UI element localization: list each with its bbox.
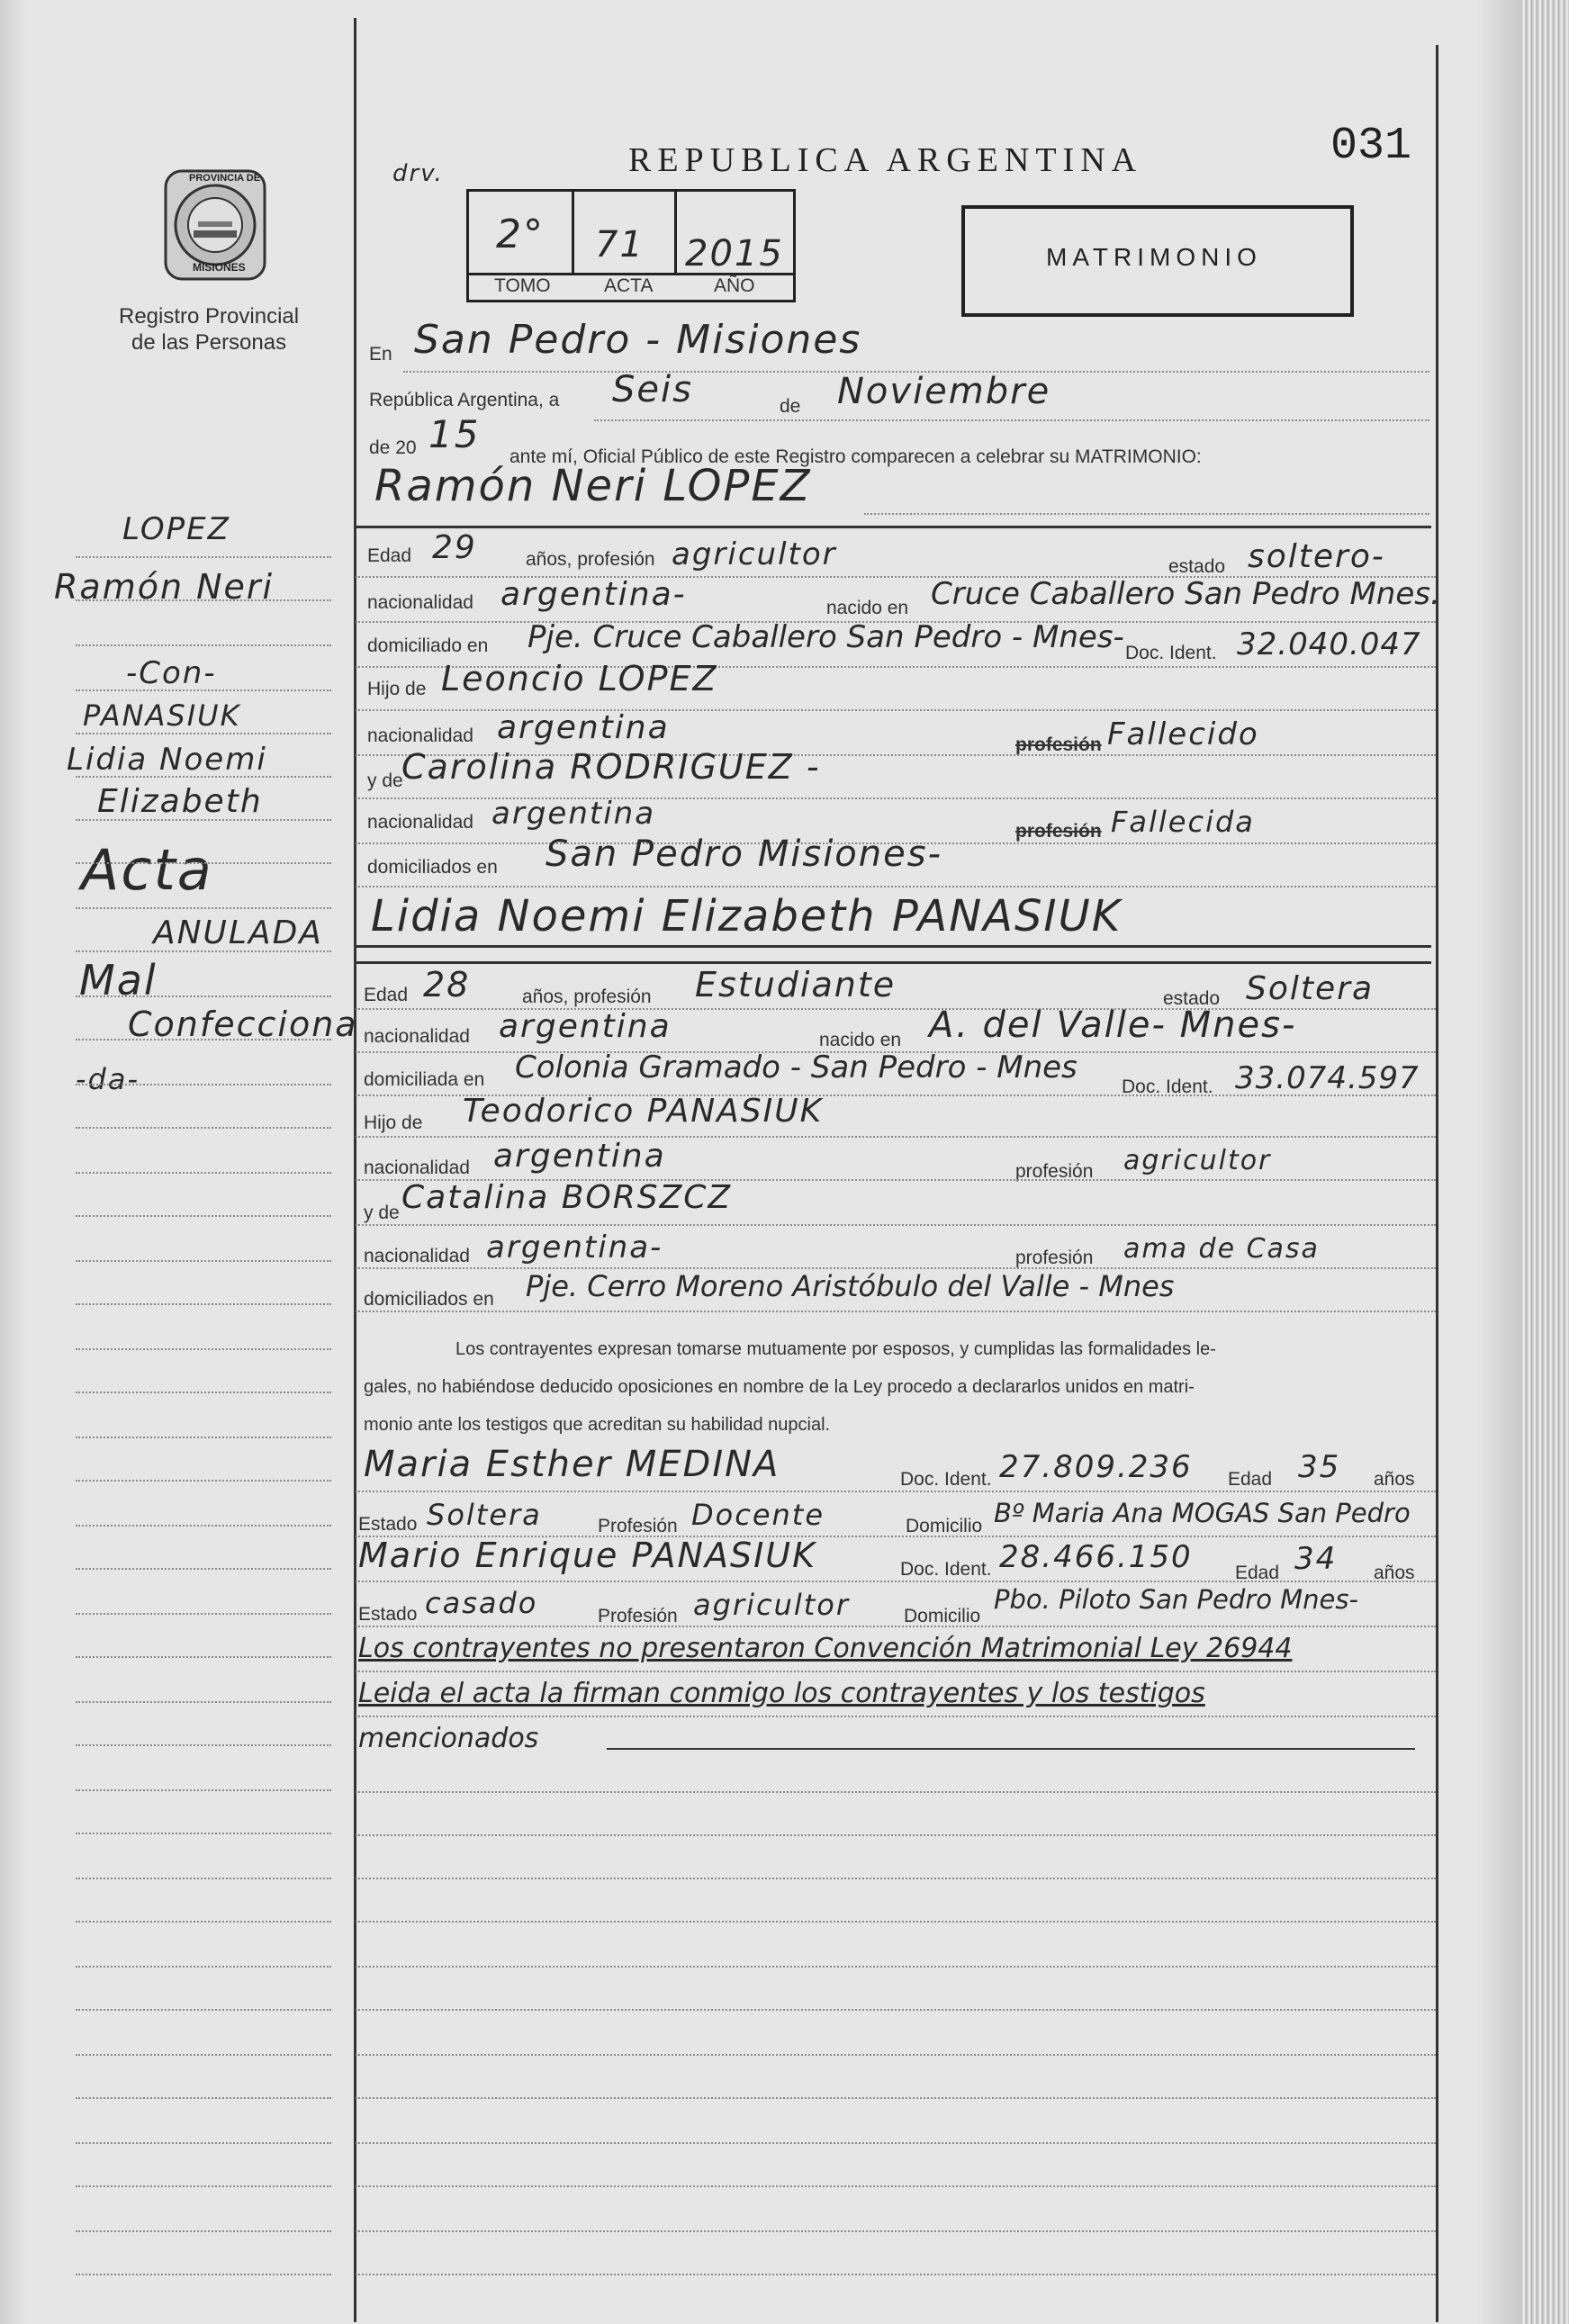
margin-line: -da- [76, 1062, 140, 1096]
bride-mother: Catalina BORSZCZ [401, 1179, 733, 1216]
witness1-estado-label: Estado [358, 1514, 418, 1535]
seal-bottom-text: MISIONES [193, 261, 246, 274]
province-seal [162, 167, 268, 283]
witness1-name: Maria Esther MEDINA [364, 1444, 780, 1485]
en-label: En [369, 344, 392, 365]
bride-mother-prof-label: profesión [1015, 1248, 1094, 1268]
margin-line: Confecciona [128, 1004, 358, 1044]
groom-nacido-label: nacido en [826, 598, 909, 618]
bride-father-nat-label: nacionalidad [364, 1157, 470, 1178]
bride-nacido-label: nacido en [819, 1030, 902, 1050]
groom-hijo-label: Hijo de [367, 679, 427, 699]
witness2-estado: casado [425, 1586, 538, 1620]
bride-parents-address: Pje. Cerro Moreno Aristóbulo del Valle - Mnes [526, 1269, 1175, 1303]
republica-label: República Argentina, a [369, 390, 560, 410]
note-line: mencionados [358, 1723, 539, 1754]
bride-father-prof: agricultor [1123, 1145, 1272, 1176]
tomo-acta-box [466, 189, 796, 302]
witness2-estado-label: Estado [358, 1604, 418, 1625]
declaration-line: monio ante los testigos que acreditan su habilidad nupcial. [364, 1415, 831, 1435]
tomo-label: TOMO [494, 275, 551, 296]
witness1-anios-label: años [1374, 1469, 1415, 1490]
groom-nac-label: nacionalidad [367, 592, 473, 613]
note-line: Leida el acta la firman conmigo los contrayentes y los testigos [358, 1678, 1205, 1709]
book-page-edges [1521, 0, 1569, 2324]
margin-line: ANULADA [153, 914, 323, 951]
right-rule [1436, 45, 1438, 2322]
bride-nationality: argentina [499, 1008, 672, 1045]
groom-doms-label: domiciliados en [367, 857, 498, 878]
acta-label: ACTA [604, 275, 654, 296]
groom-yde-label: y de [367, 770, 403, 791]
bride-dom-label: domiciliada en [364, 1069, 485, 1090]
bride-doc-label: Doc. Ident. [1122, 1076, 1213, 1097]
bride-address: Colonia Gramado - San Pedro - Mnes [515, 1049, 1078, 1085]
groom-mother-nat-label: nacionalidad [367, 812, 473, 833]
margin-line: Acta [81, 837, 213, 903]
year-suffix: 15 [428, 412, 481, 456]
bride-father-nat: argentina [493, 1138, 666, 1175]
bride-yde-label: y de [364, 1203, 400, 1223]
bride-mother-nat: argentina- [486, 1230, 663, 1266]
acta-value: 71 [595, 224, 645, 266]
record-type: MATRIMONIO [1046, 243, 1262, 271]
bride-birthplace: A. del Valle- Mnes- [929, 1004, 1297, 1046]
bride-father: Teodorico PANASIUK [463, 1093, 824, 1130]
bride-age: 28 [423, 965, 471, 1004]
witness2-age: 34 [1294, 1541, 1338, 1577]
de-label: de [780, 396, 801, 417]
groom-nationality: argentina- [500, 576, 687, 613]
folio-number: 031 [1330, 121, 1412, 172]
bride-nac-label: nacionalidad [364, 1026, 470, 1047]
margin-line: Elizabeth [97, 783, 263, 820]
groom-birthplace: Cruce Caballero San Pedro Mnes. [931, 576, 1440, 612]
initials: drv. [392, 160, 444, 187]
declaration-line: gales, no habiéndose deducido oposiciones en nombre de la Ley procedo a declararlos unidos en matri- [364, 1377, 1195, 1397]
ante-text: ante mí, Oficial Público de este Registro comparecen a celebrar su MATRIMONIO: [509, 446, 1202, 467]
witness2-prof-label: Profesión [598, 1606, 678, 1626]
witness2-doc-label: Doc. Ident. [900, 1559, 992, 1580]
bride-name: Lidia Noemi Elizabeth PANASIUK [371, 891, 1123, 941]
day: Seis [612, 369, 693, 410]
groom-father: Leoncio LOPEZ [441, 659, 718, 698]
anio-label: AÑO [714, 275, 755, 296]
groom-name: Ramón Neri LOPEZ [374, 461, 812, 511]
groom-doc-label: Doc. Ident. [1125, 643, 1217, 663]
margin-rule [354, 18, 356, 2322]
declaration-line: Los contrayentes expresan tomarse mutuamente por esposos, y cumplidas las formalidades le- [455, 1339, 1216, 1359]
groom-estado: soltero- [1248, 538, 1385, 575]
margin-line: LOPEZ [122, 511, 230, 547]
witness2-anios-label: años [1374, 1563, 1415, 1583]
margin-line: Mal [79, 956, 158, 1004]
witness1-profession: Docente [691, 1498, 825, 1532]
registry-line-1: Registro Provincial [119, 304, 300, 329]
groom-mother-nat: argentina [491, 796, 656, 832]
groom-father-prof-label: profesión [1015, 734, 1102, 755]
witness1-doc: 27.809.236 [999, 1449, 1193, 1485]
witness1-prof-label: Profesión [598, 1516, 678, 1536]
witness1-address: Bº Maria Ana MOGAS San Pedro [994, 1498, 1411, 1528]
bride-edad-label: Edad [364, 985, 409, 1005]
groom-profession: agricultor [672, 536, 837, 572]
bride-profession: Estudiante [695, 965, 897, 1004]
country-title: REPUBLICA ARGENTINA [628, 141, 1143, 179]
groom-age: 29 [432, 529, 477, 566]
groom-dom-label: domiciliado en [367, 635, 489, 656]
groom-address: Pje. Cruce Caballero San Pedro - Mnes- [528, 619, 1124, 655]
month: Noviembre [837, 371, 1051, 412]
witness2-edad-label: Edad [1235, 1563, 1280, 1583]
witness2-profession: agricultor [693, 1588, 851, 1622]
note-line: Los contrayentes no presentaron Convención Matrimonial Ley 26944 [358, 1633, 1293, 1664]
place: San Pedro - Misiones [414, 317, 862, 363]
witness1-age: 35 [1298, 1449, 1341, 1485]
witness1-dom-label: Domicilio [906, 1516, 983, 1536]
witness2-name: Mario Enrique PANASIUK [358, 1536, 817, 1575]
margin-line: -Con- [126, 655, 217, 691]
registry-line-2: de las Personas [131, 330, 287, 355]
groom-father-nat: argentina [497, 709, 670, 746]
groom-anios-label: años, profesión [526, 549, 655, 570]
groom-mother-prof: Fallecida [1111, 805, 1255, 839]
bride-mother-prof: ama de Casa [1123, 1233, 1320, 1265]
record-type-box [961, 205, 1354, 317]
year-prefix: de 20 [369, 437, 417, 458]
witness1-doc-label: Doc. Ident. [900, 1469, 992, 1490]
margin-line: PANASIUK [83, 698, 241, 733]
bride-mother-nat-label: nacionalidad [364, 1246, 470, 1266]
witness2-address: Pbo. Piloto San Pedro Mnes- [994, 1584, 1358, 1615]
seal-top-text: PROVINCIA DE [189, 173, 261, 184]
bride-estado: Soltera [1246, 970, 1375, 1007]
bride-anios-label: años, profesión [522, 986, 652, 1007]
bride-father-prof-label: profesión [1015, 1161, 1094, 1182]
bride-hijo-label: Hijo de [364, 1112, 423, 1133]
groom-edad-label: Edad [367, 545, 412, 566]
bride-doc: 33.074.597 [1235, 1060, 1420, 1096]
groom-mother-prof-label: profesión [1015, 821, 1102, 842]
groom-doc: 32.040.047 [1237, 626, 1421, 662]
groom-father-prof: Fallecido [1107, 716, 1259, 752]
groom-father-nat-label: nacionalidad [367, 725, 473, 746]
witness2-dom-label: Domicilio [904, 1606, 981, 1626]
margin-line: Lidia Noemi [67, 742, 267, 778]
margin-line: Ramón Neri [54, 567, 275, 607]
tomo-value: 2° [496, 212, 545, 257]
anio-value: 2015 [685, 233, 784, 275]
bride-estado-label: estado [1163, 988, 1221, 1009]
witness1-edad-label: Edad [1228, 1469, 1273, 1490]
groom-estado-label: estado [1168, 556, 1226, 577]
bride-doms-label: domiciliados en [364, 1289, 494, 1310]
witness1-estado: Soltera [427, 1498, 542, 1532]
groom-mother: Carolina RODRIGUEZ - [401, 747, 821, 787]
witness2-doc: 28.466.150 [999, 1539, 1193, 1575]
groom-parents-address: San Pedro Misiones- [546, 833, 943, 875]
